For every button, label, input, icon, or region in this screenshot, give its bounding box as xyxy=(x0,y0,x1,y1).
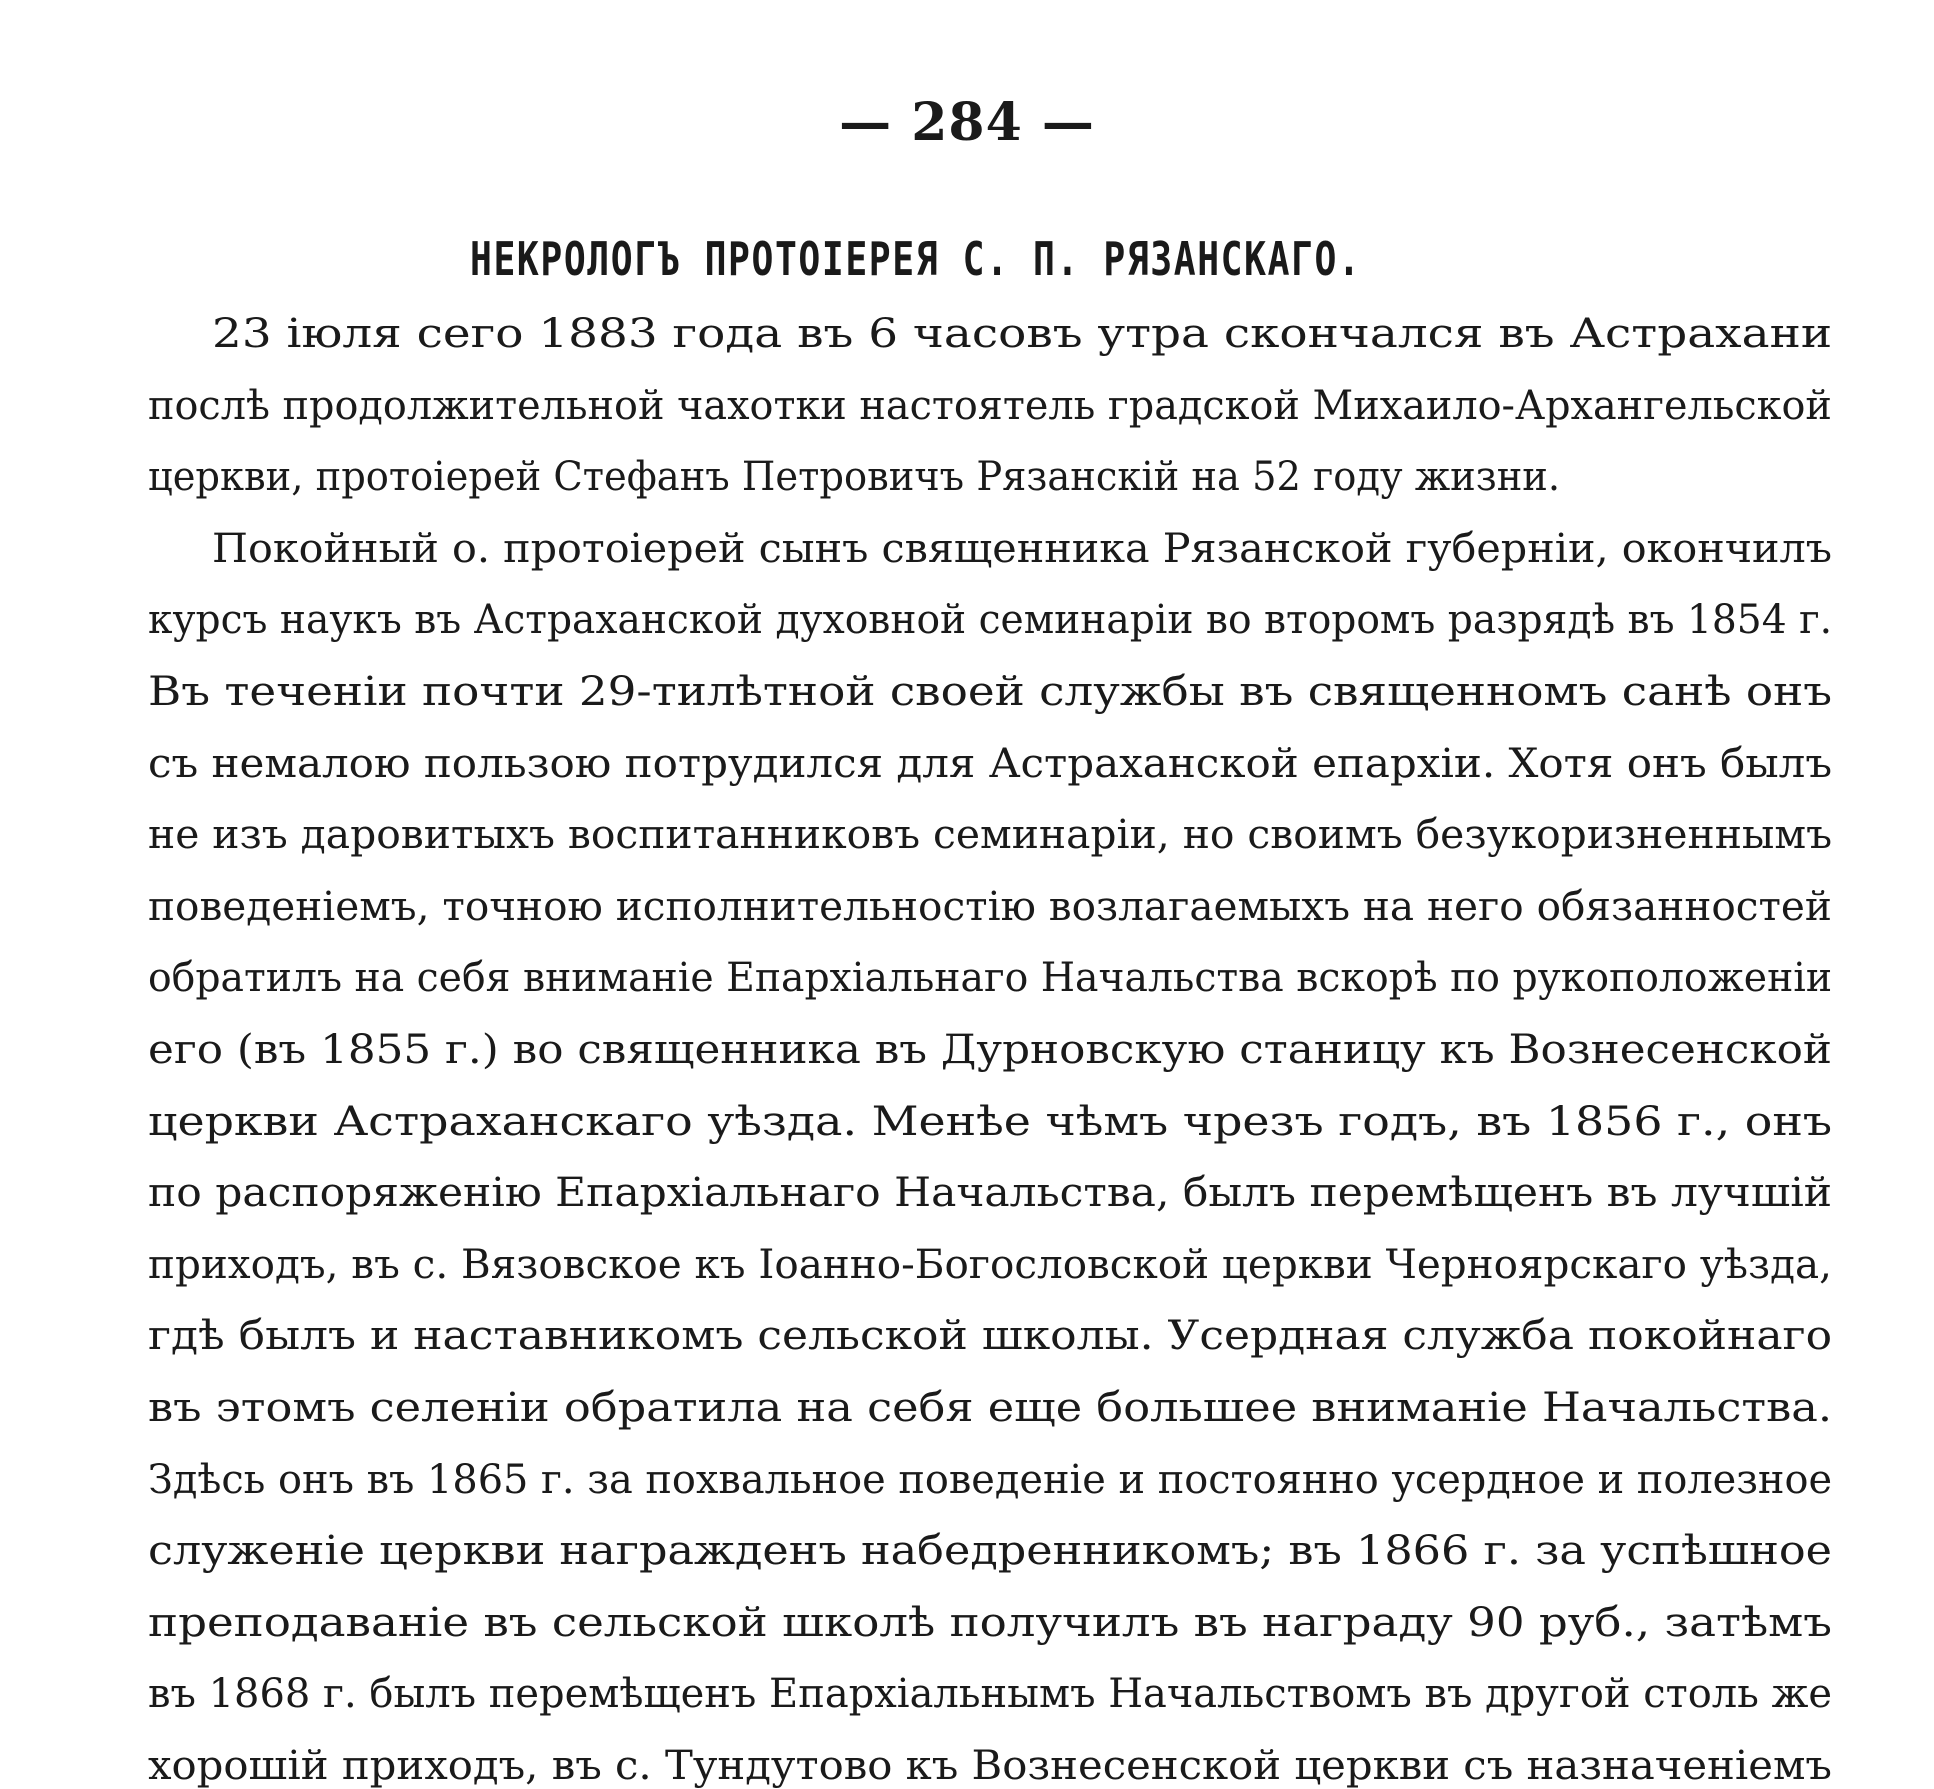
text-line: Въ теченіи почти 29-тилѣтной своей службы въ священномъ санѣ онъ xyxy=(148,669,1833,715)
text-line: церкви, протоіерей Стефанъ Петровичъ Рязанскій на 52 году жизни. xyxy=(148,454,1561,501)
text-line: его (въ 1855 г.) во священника въ Дурновскую станицу къ Вознесенской xyxy=(148,1027,1832,1073)
article-title: НЕКРОЛОГЪ ПРОТОІЕРЕЯ С. П. РЯЗАНСКАГО. xyxy=(470,232,1362,286)
text-line: преподаваніе въ сельской школѣ получилъ въ награду 90 руб., затѣмъ xyxy=(148,1599,1832,1646)
text-line: Покойный о. протоіерей сынъ священника Рязанской губерніи, окончилъ xyxy=(212,525,1832,572)
text-line: курсъ наукъ въ Астраханской духовной семинаріи во второмъ разрядѣ въ 1854 г. xyxy=(148,597,1833,644)
page-number: — 284 — xyxy=(839,92,1095,153)
text-line: послѣ продолжительной чахотки настоятель градской Михаило-Архангельской xyxy=(148,382,1832,429)
text-line: обратилъ на себя вниманіе Епархіальнаго Начальства вскорѣ по рукоположеніи xyxy=(148,955,1833,1002)
text-line: въ 1868 г. былъ перемѣщенъ Епархіальнымъ Начальствомъ въ другой столь же xyxy=(148,1671,1833,1718)
text-line: не изъ даровитыхъ воспитанниковъ семинаріи, но своимъ безукоризненнымъ xyxy=(148,812,1833,859)
text-line: въ этомъ селеніи обратила на себя еще большее вниманіе Начальства. xyxy=(148,1385,1833,1431)
text-line: служеніе церкви награжденъ набедренникомъ; въ 1866 г. за успѣшное xyxy=(148,1528,1833,1575)
text-line: съ немалою пользою потрудился для Астраханской епархіи. Хотя онъ былъ xyxy=(148,740,1833,787)
text-line: церкви Астраханскаго уѣзда. Менѣе чѣмъ чрезъ годъ, въ 1856 г., онъ xyxy=(148,1098,1833,1145)
text-line: гдѣ былъ и наставникомъ сельской школы. Усердная служба покойнаго xyxy=(148,1313,1833,1360)
text-line: хорошій приходъ, въ с. Тундутово къ Вознесенской церкви съ назначеніемъ xyxy=(148,1743,1832,1789)
text-line: Здѣсь онъ въ 1865 г. за похвальное поведеніе и постоянно усердное и полезное xyxy=(148,1456,1833,1503)
text-line: поведеніемъ, точною исполнительностію возлагаемыхъ на него обязанностей xyxy=(148,883,1832,930)
text-line: приходъ, въ с. Вязовское къ Іоанно-Богословской церкви Черноярскаго уѣзда, xyxy=(148,1241,1832,1288)
text-line: по распоряженію Епархіальнаго Начальства, былъ перемѣщенъ въ лучшій xyxy=(148,1170,1833,1217)
text-line: 23 іюля сего 1883 года въ 6 часовъ утра скончался въ Астрахани xyxy=(212,311,1833,357)
